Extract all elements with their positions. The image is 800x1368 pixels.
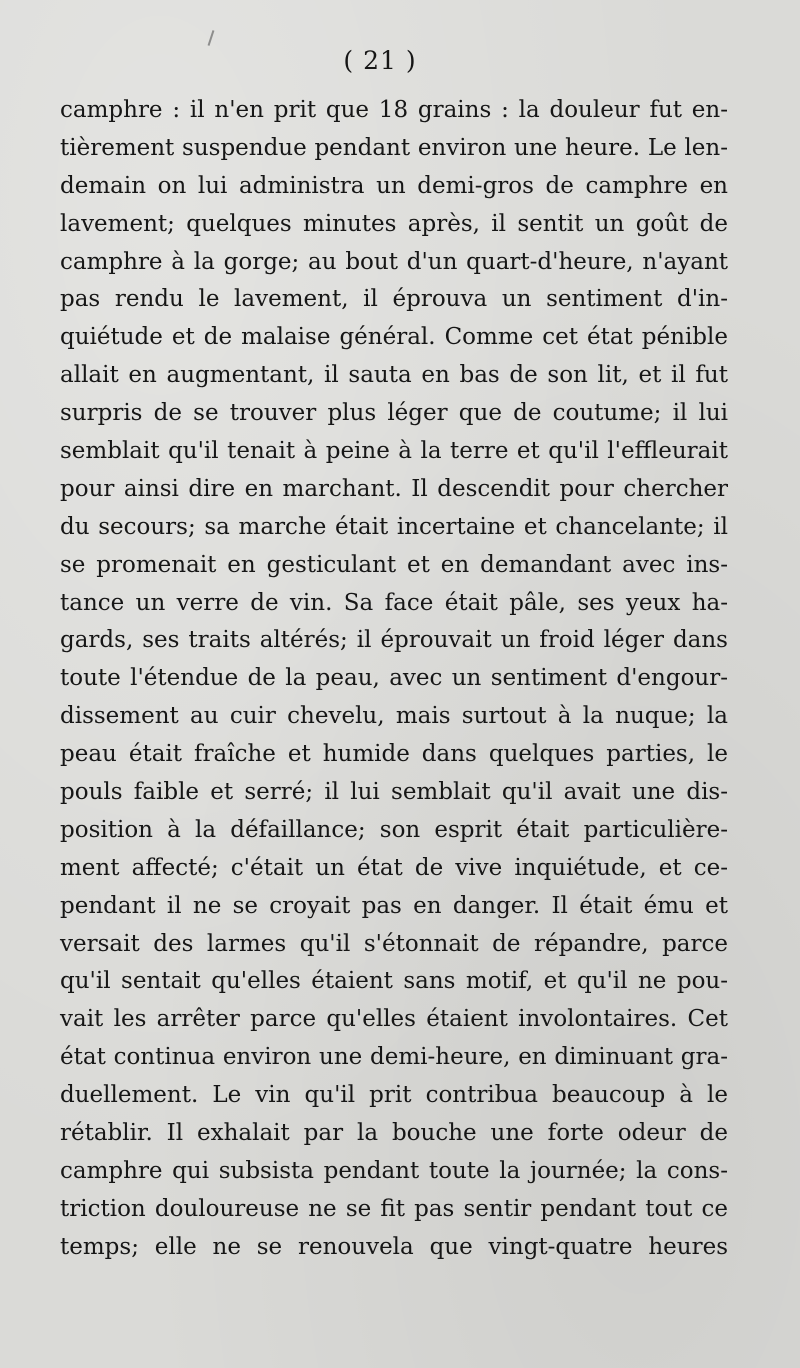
text-line: gards, ses traits altérés; il éprouvait un froid léger dans [60, 627, 728, 654]
text-line: surpris de se trouver plus léger que de coutume; il lui [60, 400, 728, 427]
body-text [60, 92, 728, 1267]
text-line: qu'il sentait qu'elles étaient sans motif, et qu'il ne pou- [60, 968, 728, 995]
ink-mark [208, 30, 215, 46]
text-line: pouls faible et serré; il lui semblait qu'il avait une dis- [60, 779, 728, 806]
text-line: temps; elle ne se renouvela que vingt-quatre heures [60, 1233, 728, 1260]
page-number: ( 21 ) [343, 46, 417, 75]
text-line: position à la défaillance; son esprit était particulière- [60, 816, 728, 843]
text-line: toute l'étendue de la peau, avec un sentiment d'engour- [60, 665, 728, 692]
text-line: rétablir. Il exhalait par la bouche une forte odeur de [60, 1120, 728, 1147]
text-line: se promenait en gesticulant et en demandant avec ins- [60, 551, 728, 578]
text-line: tance un verre de vin. Sa face était pâle, ses yeux ha- [60, 589, 728, 616]
text-line: tièrement suspendue pendant environ une heure. Le len- [60, 134, 728, 161]
text-line: du secours; sa marche était incertaine et chancelante; il [60, 513, 728, 540]
text-line: pas rendu le lavement, il éprouva un sentiment d'in- [60, 286, 728, 313]
text-line: allait en augmentant, il sauta en bas de son lit, et il fut [60, 362, 728, 389]
text-line: duellement. Le vin qu'il prit contribua beaucoup à le [60, 1082, 728, 1109]
text-line: état continua environ une demi-heure, en diminuant gra- [60, 1044, 728, 1071]
text-line: semblait qu'il tenait à peine à la terre et qu'il l'effleurait [60, 438, 728, 465]
text-line: peau était fraîche et humide dans quelques parties, le [60, 741, 728, 768]
text-line: pour ainsi dire en marchant. Il descendit pour chercher [60, 475, 728, 502]
text-line: versait des larmes qu'il s'étonnait de répandre, parce [60, 930, 728, 957]
text-line: camphre : il n'en prit que 18 grains : la douleur fut en- [60, 97, 728, 123]
text-line: pendant il ne se croyait pas en danger. Il était ému et [60, 892, 728, 919]
text-line: triction douloureuse ne se fit pas sentir pendant tout ce [60, 1195, 728, 1222]
text-line: camphre à la gorge; au bout d'un quart-d'heure, n'ayant [60, 248, 728, 275]
text-line: ment affecté; c'était un état de vive inquiétude, et ce- [60, 854, 728, 881]
text-line: lavement; quelques minutes après, il sentit un goût de [60, 210, 728, 237]
text-line: camphre qui subsista pendant toute la journée; la cons- [60, 1157, 728, 1184]
text-line: quiétude et de malaise général. Comme cet état pénible [60, 324, 728, 351]
text-line: demain on lui administra un demi-gros de camphre en [60, 172, 728, 199]
text-line: vait les arrêter parce qu'elles étaient involontaires. Cet [60, 1006, 728, 1033]
text-line: dissement au cuir chevelu, mais surtout à la nuque; la [60, 703, 728, 730]
